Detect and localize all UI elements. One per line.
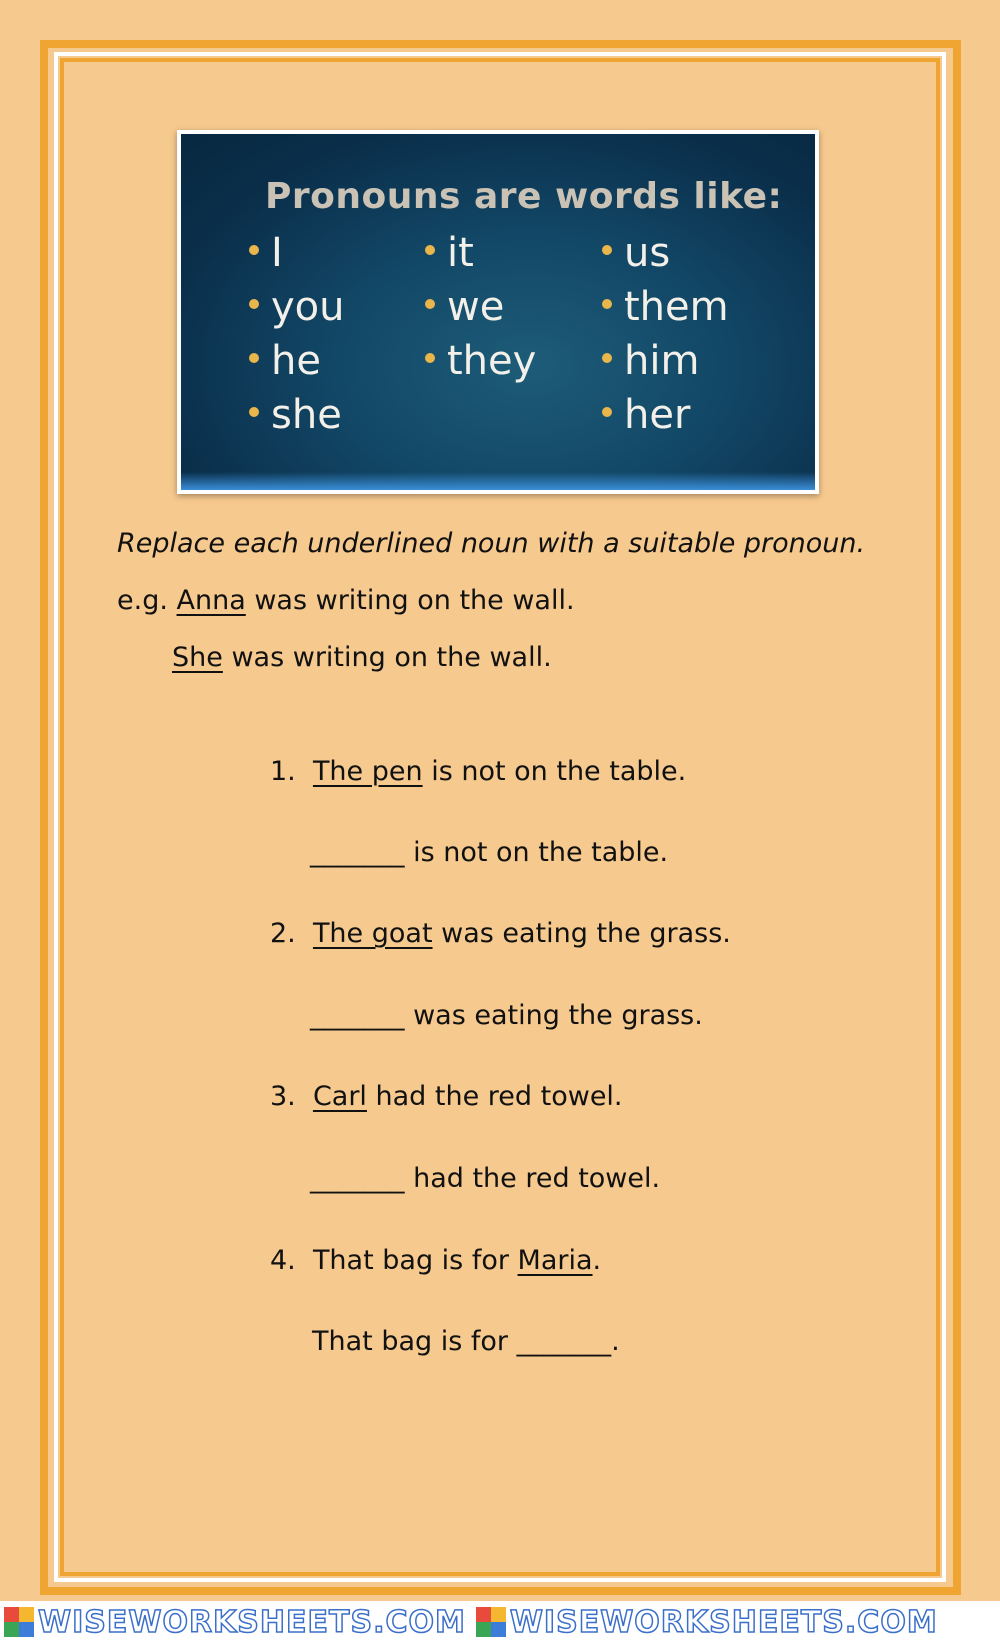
- footer-banner: [0, 1601, 1000, 1643]
- brand-badge-icon: [4, 1607, 34, 1637]
- pronoun-card: [177, 130, 819, 494]
- bullet-icon: [249, 299, 259, 309]
- bullet-icon: [249, 407, 259, 417]
- example-line-1: e.g. Anna was writing on the wall.: [117, 585, 575, 616]
- pronoun-item: them: [602, 284, 729, 330]
- pronoun-item: you: [249, 284, 345, 330]
- bullet-icon: [602, 407, 612, 417]
- instructions-text: Replace each underlined noun with a suitable pronoun.: [117, 528, 866, 559]
- question-noun: The pen: [312, 756, 423, 787]
- question-4: 4. That bag is for Maria.: [270, 1245, 602, 1276]
- bullet-icon: [425, 353, 435, 363]
- pronoun-item: I: [249, 230, 283, 276]
- bullet-icon: [425, 245, 435, 255]
- question-noun: Maria: [517, 1245, 593, 1276]
- pronoun-card-title: Pronouns are words like:: [265, 176, 783, 217]
- bullet-icon: [249, 245, 259, 255]
- card-glow: [181, 472, 815, 490]
- answer-line-3[interactable]: _______ had the red towel.: [310, 1163, 661, 1194]
- question-1: 1. The pen is not on the table.: [270, 756, 687, 787]
- brand-badge-icon: [476, 1607, 506, 1637]
- pronoun-item: they: [425, 338, 536, 384]
- bullet-icon: [425, 299, 435, 309]
- pronoun-item: her: [602, 392, 690, 438]
- question-noun: Carl: [312, 1081, 367, 1112]
- pronoun-item: us: [602, 230, 670, 276]
- pronoun-item: he: [249, 338, 321, 384]
- question-2: 2. The goat was eating the grass.: [270, 918, 731, 949]
- pronoun-item: it: [425, 230, 474, 276]
- pronoun-item: him: [602, 338, 699, 384]
- brand-logo: WISEWORKSHEETS.COM: [476, 1605, 938, 1640]
- example-line-2: She was writing on the wall.: [172, 642, 552, 673]
- question-noun: The goat: [312, 918, 433, 949]
- bullet-icon: [249, 353, 259, 363]
- answer-line-2[interactable]: _______ was eating the grass.: [310, 1000, 703, 1031]
- pronoun-item: we: [425, 284, 504, 330]
- pronoun-item: she: [249, 392, 342, 438]
- example-noun: Anna: [176, 585, 246, 616]
- question-3: 3. Carl had the red towel.: [270, 1081, 623, 1112]
- brand-logo: WISEWORKSHEETS.COM: [4, 1605, 466, 1640]
- bullet-icon: [602, 245, 612, 255]
- bullet-icon: [602, 299, 612, 309]
- bullet-icon: [602, 353, 612, 363]
- example-pronoun: She: [172, 642, 223, 673]
- answer-line-1[interactable]: _______ is not on the table.: [310, 837, 669, 868]
- answer-line-4[interactable]: That bag is for _______.: [312, 1326, 620, 1357]
